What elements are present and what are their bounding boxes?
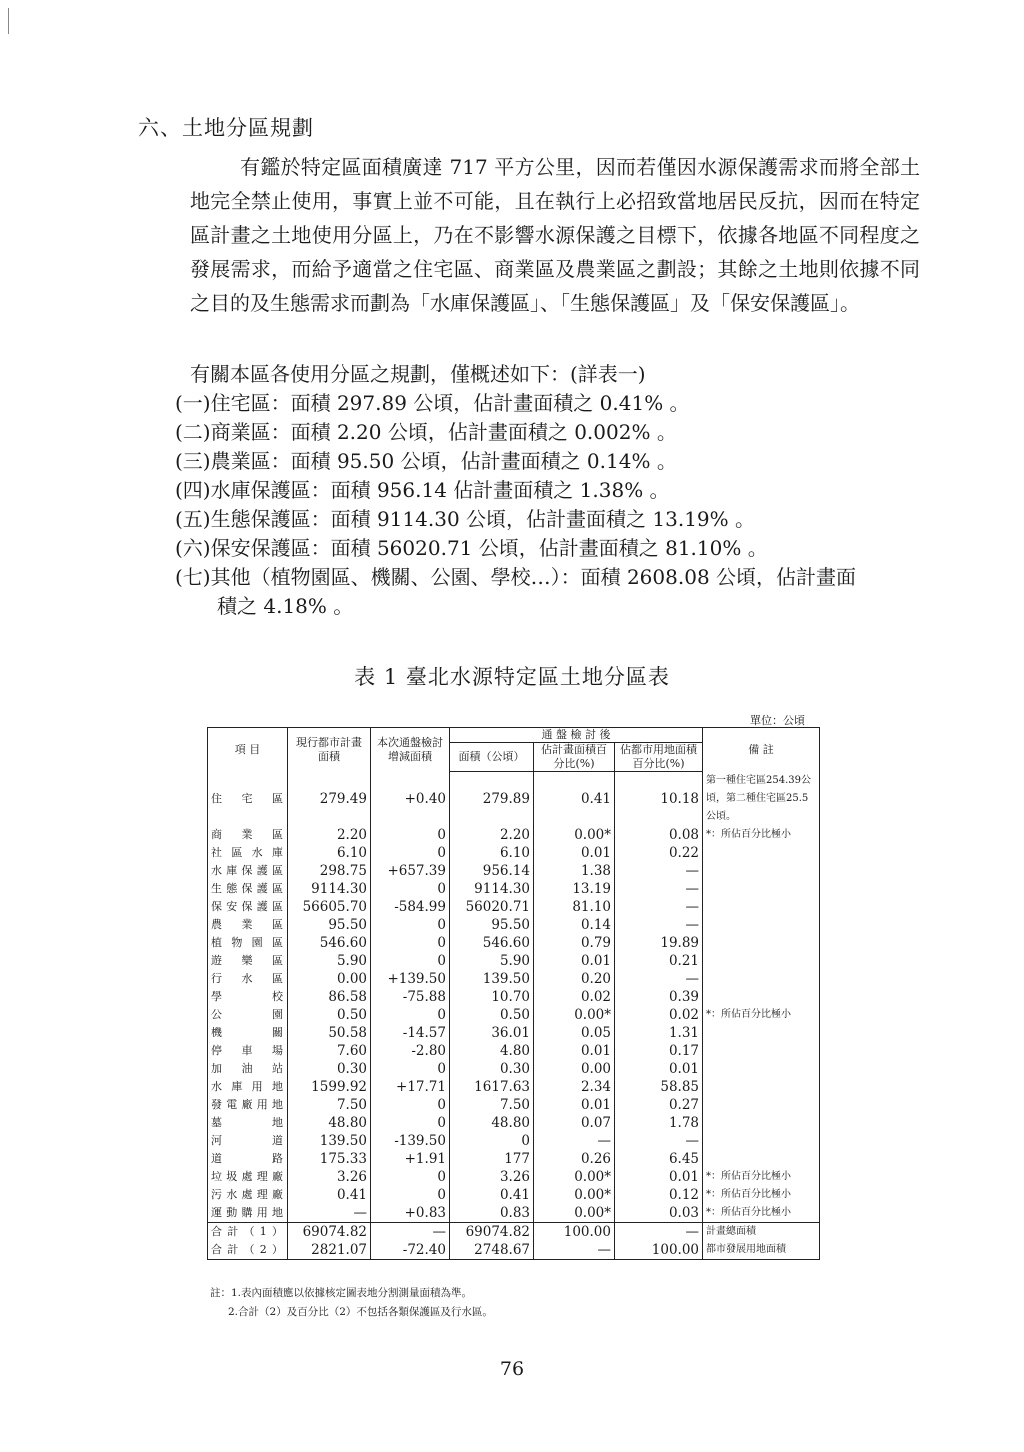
cell-remark: 計畫總面積 [703, 1222, 820, 1241]
cell-change: 0 [371, 1186, 450, 1204]
table-body [208, 772, 820, 1260]
row-name: 住宅區 [208, 772, 288, 826]
cell-area: 2748.67 [450, 1241, 534, 1260]
row-name: 水庫保護區 [208, 862, 288, 880]
cell-remark [703, 1096, 820, 1114]
cell-pct-urban: — [615, 1132, 703, 1150]
cell-pct-plan: 0.01 [534, 844, 615, 862]
row-name: 行水區 [208, 970, 288, 988]
table-row [208, 1060, 820, 1078]
list-intro: 有關本區各使用分區之規劃，僅概述如下：(詳表一) [190, 362, 646, 386]
cell-remark [703, 1132, 820, 1150]
row-name: 合計（2） [208, 1241, 288, 1260]
cell-pct-urban: 0.01 [615, 1060, 703, 1078]
cell-current-area: 0.30 [288, 1060, 371, 1078]
cell-change: +1.91 [371, 1150, 450, 1168]
table-row [208, 988, 820, 1006]
table-row [208, 1096, 820, 1114]
row-name: 機關 [208, 1024, 288, 1042]
cell-pct-urban: 0.17 [615, 1042, 703, 1060]
header-change: 本次通盤檢討增減面積 [371, 728, 450, 772]
cell-remark: 第一種住宅區254.39公頃，第二種住宅區25.5公頃。 [703, 772, 820, 826]
cell-area: 7.50 [450, 1096, 534, 1114]
cell-change: 0 [371, 826, 450, 844]
cell-current-area: 546.60 [288, 934, 371, 952]
cell-remark [703, 988, 820, 1006]
table-row [208, 952, 820, 970]
cell-change: +657.39 [371, 862, 450, 880]
cell-pct-plan: 0.79 [534, 934, 615, 952]
cell-current-area: 1599.92 [288, 1078, 371, 1096]
cell-remark [703, 862, 820, 880]
cell-change: 0 [371, 934, 450, 952]
cell-change: -75.88 [371, 988, 450, 1006]
table-row [208, 844, 820, 862]
cell-area: 279.89 [450, 772, 534, 826]
table-title: 表 1 臺北水源特定區土地分區表 [354, 665, 670, 689]
cell-current-area: 6.10 [288, 844, 371, 862]
table-row [208, 898, 820, 916]
cell-current-area: 139.50 [288, 1132, 371, 1150]
cell-current-area: 3.26 [288, 1168, 371, 1186]
cell-remark [703, 1042, 820, 1060]
cell-pct-urban: — [615, 970, 703, 988]
row-name: 停車場 [208, 1042, 288, 1060]
cell-change: +0.83 [371, 1204, 450, 1223]
cell-change: 0 [371, 880, 450, 898]
cell-pct-urban: 6.45 [615, 1150, 703, 1168]
table-notes [210, 1284, 493, 1322]
list-item: (一)住宅區：面積 297.89 公頃，佔計畫面積之 0.41% 。 [175, 391, 690, 415]
cell-change: -14.57 [371, 1024, 450, 1042]
cell-pct-urban: 1.78 [615, 1114, 703, 1132]
cell-pct-plan: 0.14 [534, 916, 615, 934]
cell-area: 4.80 [450, 1042, 534, 1060]
cell-pct-plan: 0.26 [534, 1150, 615, 1168]
cell-current-area: 175.33 [288, 1150, 371, 1168]
margin-mark [8, 8, 9, 34]
table-row [208, 862, 820, 880]
cell-change: 0 [371, 1096, 450, 1114]
table-row [208, 1150, 820, 1168]
cell-pct-plan: 100.00 [534, 1222, 615, 1241]
cell-pct-plan: 0.07 [534, 1114, 615, 1132]
cell-change: 0 [371, 844, 450, 862]
header-remark: 備 註 [703, 728, 820, 772]
cell-pct-urban: 0.01 [615, 1168, 703, 1186]
row-name: 運動購用地 [208, 1204, 288, 1223]
cell-remark [703, 916, 820, 934]
table-row [208, 1168, 820, 1186]
row-name: 墓地 [208, 1114, 288, 1132]
row-name: 道路 [208, 1150, 288, 1168]
cell-change: 0 [371, 952, 450, 970]
cell-pct-plan: 0.02 [534, 988, 615, 1006]
row-name: 公園 [208, 1006, 288, 1024]
cell-area: 2.20 [450, 826, 534, 844]
cell-pct-urban: 0.21 [615, 952, 703, 970]
cell-pct-urban: — [615, 880, 703, 898]
cell-area: 95.50 [450, 916, 534, 934]
cell-area: 0.41 [450, 1186, 534, 1204]
cell-area: 69074.82 [450, 1222, 534, 1241]
cell-current-area: 69074.82 [288, 1222, 371, 1241]
cell-area: 5.90 [450, 952, 534, 970]
cell-pct-urban: 19.89 [615, 934, 703, 952]
cell-current-area: 95.50 [288, 916, 371, 934]
list-item: (七)其他（植物園區、機關、公園、學校…）：面積 2608.08 公頃，佔計畫面 [175, 565, 857, 589]
row-name: 加油站 [208, 1060, 288, 1078]
cell-remark: *：所佔百分比極小 [703, 826, 820, 844]
header-pct-plan: 佔計畫面積百分比(%) [534, 743, 615, 772]
cell-pct-plan: 2.34 [534, 1078, 615, 1096]
cell-change: +139.50 [371, 970, 450, 988]
list-item: (四)水庫保護區：面積 956.14 佔計畫面積之 1.38% 。 [175, 478, 670, 502]
row-name: 植物園區 [208, 934, 288, 952]
cell-change: 0 [371, 1114, 450, 1132]
cell-pct-urban: 0.03 [615, 1204, 703, 1223]
cell-pct-plan: 0.01 [534, 1042, 615, 1060]
row-name: 農業區 [208, 916, 288, 934]
list-item-continuation: 積之 4.18% 。 [217, 594, 354, 618]
list-item: (五)生態保護區：面積 9114.30 公頃，佔計畫面積之 13.19% 。 [175, 507, 755, 531]
cell-area: 177 [450, 1150, 534, 1168]
cell-remark [703, 1060, 820, 1078]
table-row [208, 880, 820, 898]
table-header [208, 728, 820, 772]
row-name: 生態保護區 [208, 880, 288, 898]
header-area: 面積（公頃） [450, 743, 534, 772]
cell-pct-plan: 0.00* [534, 1006, 615, 1024]
row-name: 學校 [208, 988, 288, 1006]
cell-pct-urban: 10.18 [615, 772, 703, 826]
page-number: 76 [499, 1358, 525, 1380]
cell-current-area: 7.60 [288, 1042, 371, 1060]
cell-pct-urban: — [615, 898, 703, 916]
cell-remark [703, 1150, 820, 1168]
cell-pct-plan: 0.20 [534, 970, 615, 988]
land-zoning-table [207, 727, 820, 1260]
cell-current-area: 279.49 [288, 772, 371, 826]
cell-current-area: 7.50 [288, 1096, 371, 1114]
cell-area: 56020.71 [450, 898, 534, 916]
cell-current-area: 56605.70 [288, 898, 371, 916]
cell-remark: 都市發展用地面積 [703, 1241, 820, 1260]
header-current-area: 現行都市計畫面積 [288, 728, 371, 772]
cell-area: 0.83 [450, 1204, 534, 1223]
table-row [208, 1006, 820, 1024]
cell-remark [703, 1114, 820, 1132]
cell-area: 139.50 [450, 970, 534, 988]
cell-area: 48.80 [450, 1114, 534, 1132]
cell-remark [703, 970, 820, 988]
cell-pct-plan: 0.01 [534, 952, 615, 970]
cell-pct-urban: 0.12 [615, 1186, 703, 1204]
note-2: 2.合計（2）及百分比（2）不包括各類保護區及行水區。 [228, 1306, 493, 1318]
cell-remark: *：所佔百分比極小 [703, 1006, 820, 1024]
cell-pct-urban: 0.02 [615, 1006, 703, 1024]
table-row [208, 1186, 820, 1204]
row-name: 社區水庫 [208, 844, 288, 862]
table-row [208, 1114, 820, 1132]
table-row [208, 1078, 820, 1096]
cell-current-area: 298.75 [288, 862, 371, 880]
cell-pct-urban: — [615, 916, 703, 934]
cell-remark [703, 844, 820, 862]
cell-remark: *：所佔百分比極小 [703, 1186, 820, 1204]
cell-pct-plan: 0.05 [534, 1024, 615, 1042]
row-name: 保安保護區 [208, 898, 288, 916]
cell-pct-urban: 0.08 [615, 826, 703, 844]
table-row [208, 1042, 820, 1060]
cell-pct-plan: 0.00 [534, 1060, 615, 1078]
table-row [208, 916, 820, 934]
cell-area: 36.01 [450, 1024, 534, 1042]
list-item: (二)商業區：面積 2.20 公頃，佔計畫面積之 0.002% 。 [175, 420, 677, 444]
body-paragraph [190, 150, 920, 320]
header-item: 項 目 [208, 728, 288, 772]
table-unit: 單位：公頃 [750, 714, 805, 727]
cell-area: 1617.63 [450, 1078, 534, 1096]
cell-current-area: 48.80 [288, 1114, 371, 1132]
cell-pct-plan: — [534, 1132, 615, 1150]
cell-remark: *：所佔百分比極小 [703, 1168, 820, 1186]
cell-area: 0.30 [450, 1060, 534, 1078]
cell-pct-urban: 100.00 [615, 1241, 703, 1260]
cell-area: 0.50 [450, 1006, 534, 1024]
cell-pct-plan: 0.00* [534, 1204, 615, 1223]
cell-change: 0 [371, 1060, 450, 1078]
cell-change: -139.50 [371, 1132, 450, 1150]
cell-change: 0 [371, 916, 450, 934]
cell-area: 6.10 [450, 844, 534, 862]
cell-current-area: 0.41 [288, 1186, 371, 1204]
row-name: 商業區 [208, 826, 288, 844]
row-name: 合計（1） [208, 1222, 288, 1241]
cell-current-area: 2821.07 [288, 1241, 371, 1260]
table-row [208, 1241, 820, 1260]
cell-current-area: — [288, 1204, 371, 1223]
note-1: 註：1.表內面積應以依據核定圖表地分割測量面積為準。 [210, 1287, 473, 1299]
paragraph-text: 有鑑於特定區面積廣達 717 平方公里，因而若僅因水源保護需求而將全部土地完全禁止使用，事實上並不可能，且在執行上必招致當地居民反抗，因而在特定區計畫之土地使用分區上，乃在不影響水源保護之目標下，依據各地區不同程度之發展需求，而給予適當之住宅區、商業區及農業區之劃設；其餘之土地則依據不同之目的及生態需求而劃為「水庫保護區」、「生態保護區」及「保安保護區」。 [190, 155, 920, 315]
cell-remark [703, 934, 820, 952]
cell-change: +17.71 [371, 1078, 450, 1096]
row-name: 遊樂區 [208, 952, 288, 970]
cell-remark [703, 1024, 820, 1042]
cell-change: -584.99 [371, 898, 450, 916]
cell-pct-urban: 0.27 [615, 1096, 703, 1114]
cell-area: 956.14 [450, 862, 534, 880]
table-row [208, 826, 820, 844]
cell-pct-urban: 1.31 [615, 1024, 703, 1042]
row-name: 垃圾處理廠 [208, 1168, 288, 1186]
cell-pct-plan: 13.19 [534, 880, 615, 898]
cell-change: -72.40 [371, 1241, 450, 1260]
cell-remark [703, 1078, 820, 1096]
cell-current-area: 9114.30 [288, 880, 371, 898]
row-name: 河道 [208, 1132, 288, 1150]
table-row [208, 1222, 820, 1241]
cell-pct-plan: 0.00* [534, 1168, 615, 1186]
cell-current-area: 86.58 [288, 988, 371, 1006]
table-row [208, 1132, 820, 1150]
cell-remark [703, 880, 820, 898]
cell-area: 0 [450, 1132, 534, 1150]
cell-pct-plan: 0.01 [534, 1096, 615, 1114]
zoning-list [175, 389, 925, 621]
cell-pct-urban: — [615, 862, 703, 880]
header-after-review: 通 盤 檢 討 後 [450, 728, 703, 743]
cell-current-area: 2.20 [288, 826, 371, 844]
row-name: 污水處理廠 [208, 1186, 288, 1204]
header-pct-urban: 佔都市用地面積百分比(%) [615, 743, 703, 772]
row-name: 發電廠用地 [208, 1096, 288, 1114]
cell-pct-plan: 1.38 [534, 862, 615, 880]
cell-current-area: 0.50 [288, 1006, 371, 1024]
table-row [208, 1024, 820, 1042]
cell-change: 0 [371, 1168, 450, 1186]
cell-current-area: 0.00 [288, 970, 371, 988]
cell-area: 9114.30 [450, 880, 534, 898]
cell-pct-urban: 0.22 [615, 844, 703, 862]
cell-remark: *：所佔百分比極小 [703, 1204, 820, 1223]
cell-pct-urban: 0.39 [615, 988, 703, 1006]
row-name: 水庫用地 [208, 1078, 288, 1096]
cell-pct-plan: 0.41 [534, 772, 615, 826]
cell-pct-plan: 0.00* [534, 826, 615, 844]
cell-pct-urban: 58.85 [615, 1078, 703, 1096]
list-item: (六)保安保護區：面積 56020.71 公頃，佔計畫面積之 81.10% 。 [175, 536, 768, 560]
table-row [208, 772, 820, 826]
cell-current-area: 5.90 [288, 952, 371, 970]
cell-current-area: 50.58 [288, 1024, 371, 1042]
cell-pct-plan: — [534, 1241, 615, 1260]
cell-area: 10.70 [450, 988, 534, 1006]
cell-remark [703, 898, 820, 916]
cell-change: — [371, 1222, 450, 1241]
table-row [208, 1204, 820, 1223]
list-item: (三)農業區：面積 95.50 公頃，佔計畫面積之 0.14% 。 [175, 449, 677, 473]
cell-area: 546.60 [450, 934, 534, 952]
section-title: 六、土地分區規劃 [138, 116, 314, 140]
cell-pct-plan: 0.00* [534, 1186, 615, 1204]
cell-pct-plan: 81.10 [534, 898, 615, 916]
cell-change: -2.80 [371, 1042, 450, 1060]
cell-pct-urban: — [615, 1222, 703, 1241]
table-row [208, 970, 820, 988]
table-row [208, 934, 820, 952]
cell-change: 0 [371, 1006, 450, 1024]
cell-remark [703, 952, 820, 970]
cell-area: 3.26 [450, 1168, 534, 1186]
cell-change: +0.40 [371, 772, 450, 826]
